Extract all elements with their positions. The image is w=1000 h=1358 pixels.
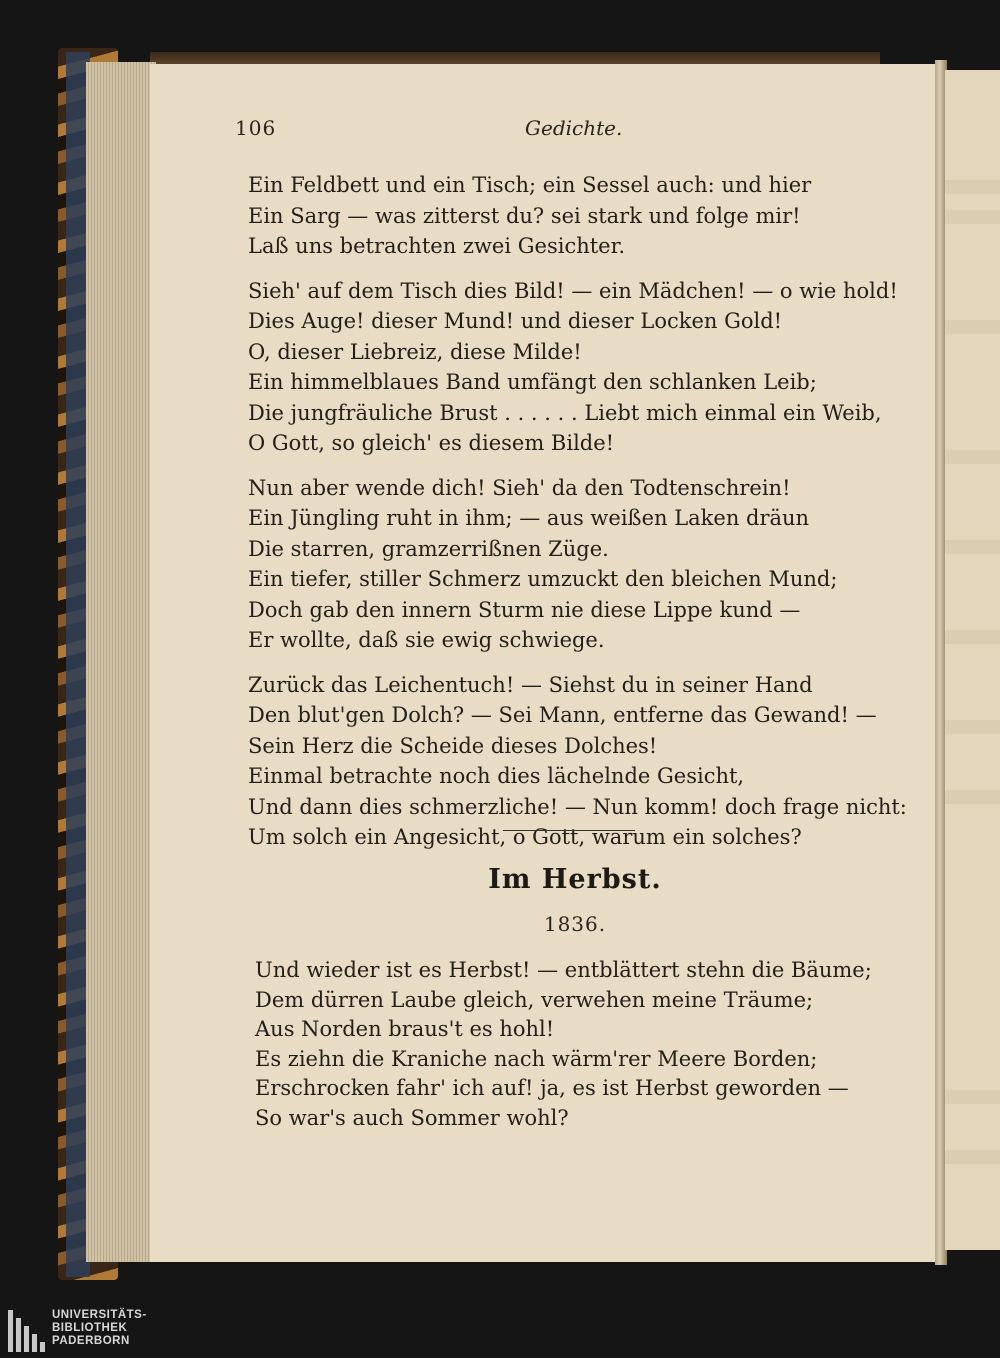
poem-line: Zurück das Leichentuch! — Siehst du in seiner Hand: [248, 672, 813, 697]
library-logo-text: [52, 1309, 252, 1348]
poem-line: Aus Norden braus't es hohl!: [255, 1017, 555, 1041]
poem-year: 1836.: [543, 912, 607, 936]
stanza: [248, 170, 888, 262]
poem-line: Dem dürren Laube gleich, verwehen meine Träume;: [255, 987, 814, 1012]
logo-line: UNIVERSITÄTS-: [52, 1309, 147, 1321]
poem-line: Nun aber wende dich! Sieh' da den Todtenschrein!: [248, 475, 791, 500]
stanza: [248, 473, 888, 656]
poem-line: Einmal betrachte noch dies lächelnde Gesicht,: [248, 764, 745, 788]
library-logo-icon: [8, 1310, 46, 1352]
poem-title: Im Herbst.: [488, 864, 662, 895]
poem-line: Sein Herz die Scheide dieses Dolches!: [248, 733, 658, 758]
poem-line: Laß uns betrachten zwei Gesichter.: [248, 234, 626, 258]
stanza: [248, 276, 898, 459]
poem-line: Und wieder ist es Herbst! — entblättert stehn die Bäume;: [255, 958, 872, 982]
section-divider: [503, 830, 635, 831]
poem-line: Ein Sarg — was zitterst du? sei stark und folge mir!: [248, 203, 801, 228]
logo-line: BIBLIOTHEK: [52, 1322, 128, 1334]
poem-line: Ein himmelblaues Band umfängt den schlanken Leib;: [248, 370, 817, 394]
page-header: [235, 116, 855, 146]
poem-line: O, dieser Liebreiz, diese Milde!: [248, 339, 582, 364]
poem-line: Doch gab den innern Sturm nie diese Lippe kund —: [248, 597, 801, 622]
poem-line: Es ziehn die Kraniche nach wärm'rer Meere Borden;: [255, 1046, 818, 1071]
page-edges: [86, 62, 156, 1262]
facing-page: [945, 70, 1000, 1250]
stanza: [248, 670, 907, 853]
poem-line: Sieh' auf dem Tisch dies Bild! — ein Mädchen! — o wie hold!: [248, 278, 898, 303]
poem-line: O Gott, so gleich' es diesem Bilde!: [248, 431, 615, 455]
poem-line: Und dann dies schmerzliche! — Nun komm! doch frage nicht:: [248, 794, 907, 819]
logo-line: PADERBORN: [52, 1335, 130, 1347]
poem-body-2: [255, 956, 895, 1133]
poem-line: Ein tiefer, stiller Schmerz umzuckt den bleichen Mund;: [248, 567, 838, 591]
poem-line: Dies Auge! dieser Mund! und dieser Locken Gold!: [248, 309, 783, 333]
poem-line: Die jungfräuliche Brust . . . . . . Liebt mich einmal ein Weib,: [248, 400, 882, 425]
poem-line: Erschrocken fahr' ich auf! ja, es ist Herbst geworden —: [255, 1076, 849, 1100]
poem-line: Den blut'gen Dolch? — Sei Mann, entferne das Gewand! —: [248, 703, 877, 727]
poem-line: Ein Jüngling ruht in ihm; — aus weißen Laken dräun: [248, 506, 810, 530]
poem-line: So war's auch Sommer wohl?: [255, 1105, 569, 1130]
poem-line: Er wollte, daß sie ewig schwiege.: [248, 628, 605, 652]
poem-line: Um solch ein Angesicht, o Gott, warum ein solches?: [248, 825, 802, 849]
running-title: Gedichte.: [525, 116, 623, 140]
poem-line: Die starren, gramzerrißnen Züge.: [248, 536, 609, 561]
poem-body: [248, 170, 907, 867]
poem-line: Ein Feldbett und ein Tisch; ein Sessel auch: und hier: [248, 173, 812, 197]
page-number: 106: [235, 116, 277, 140]
